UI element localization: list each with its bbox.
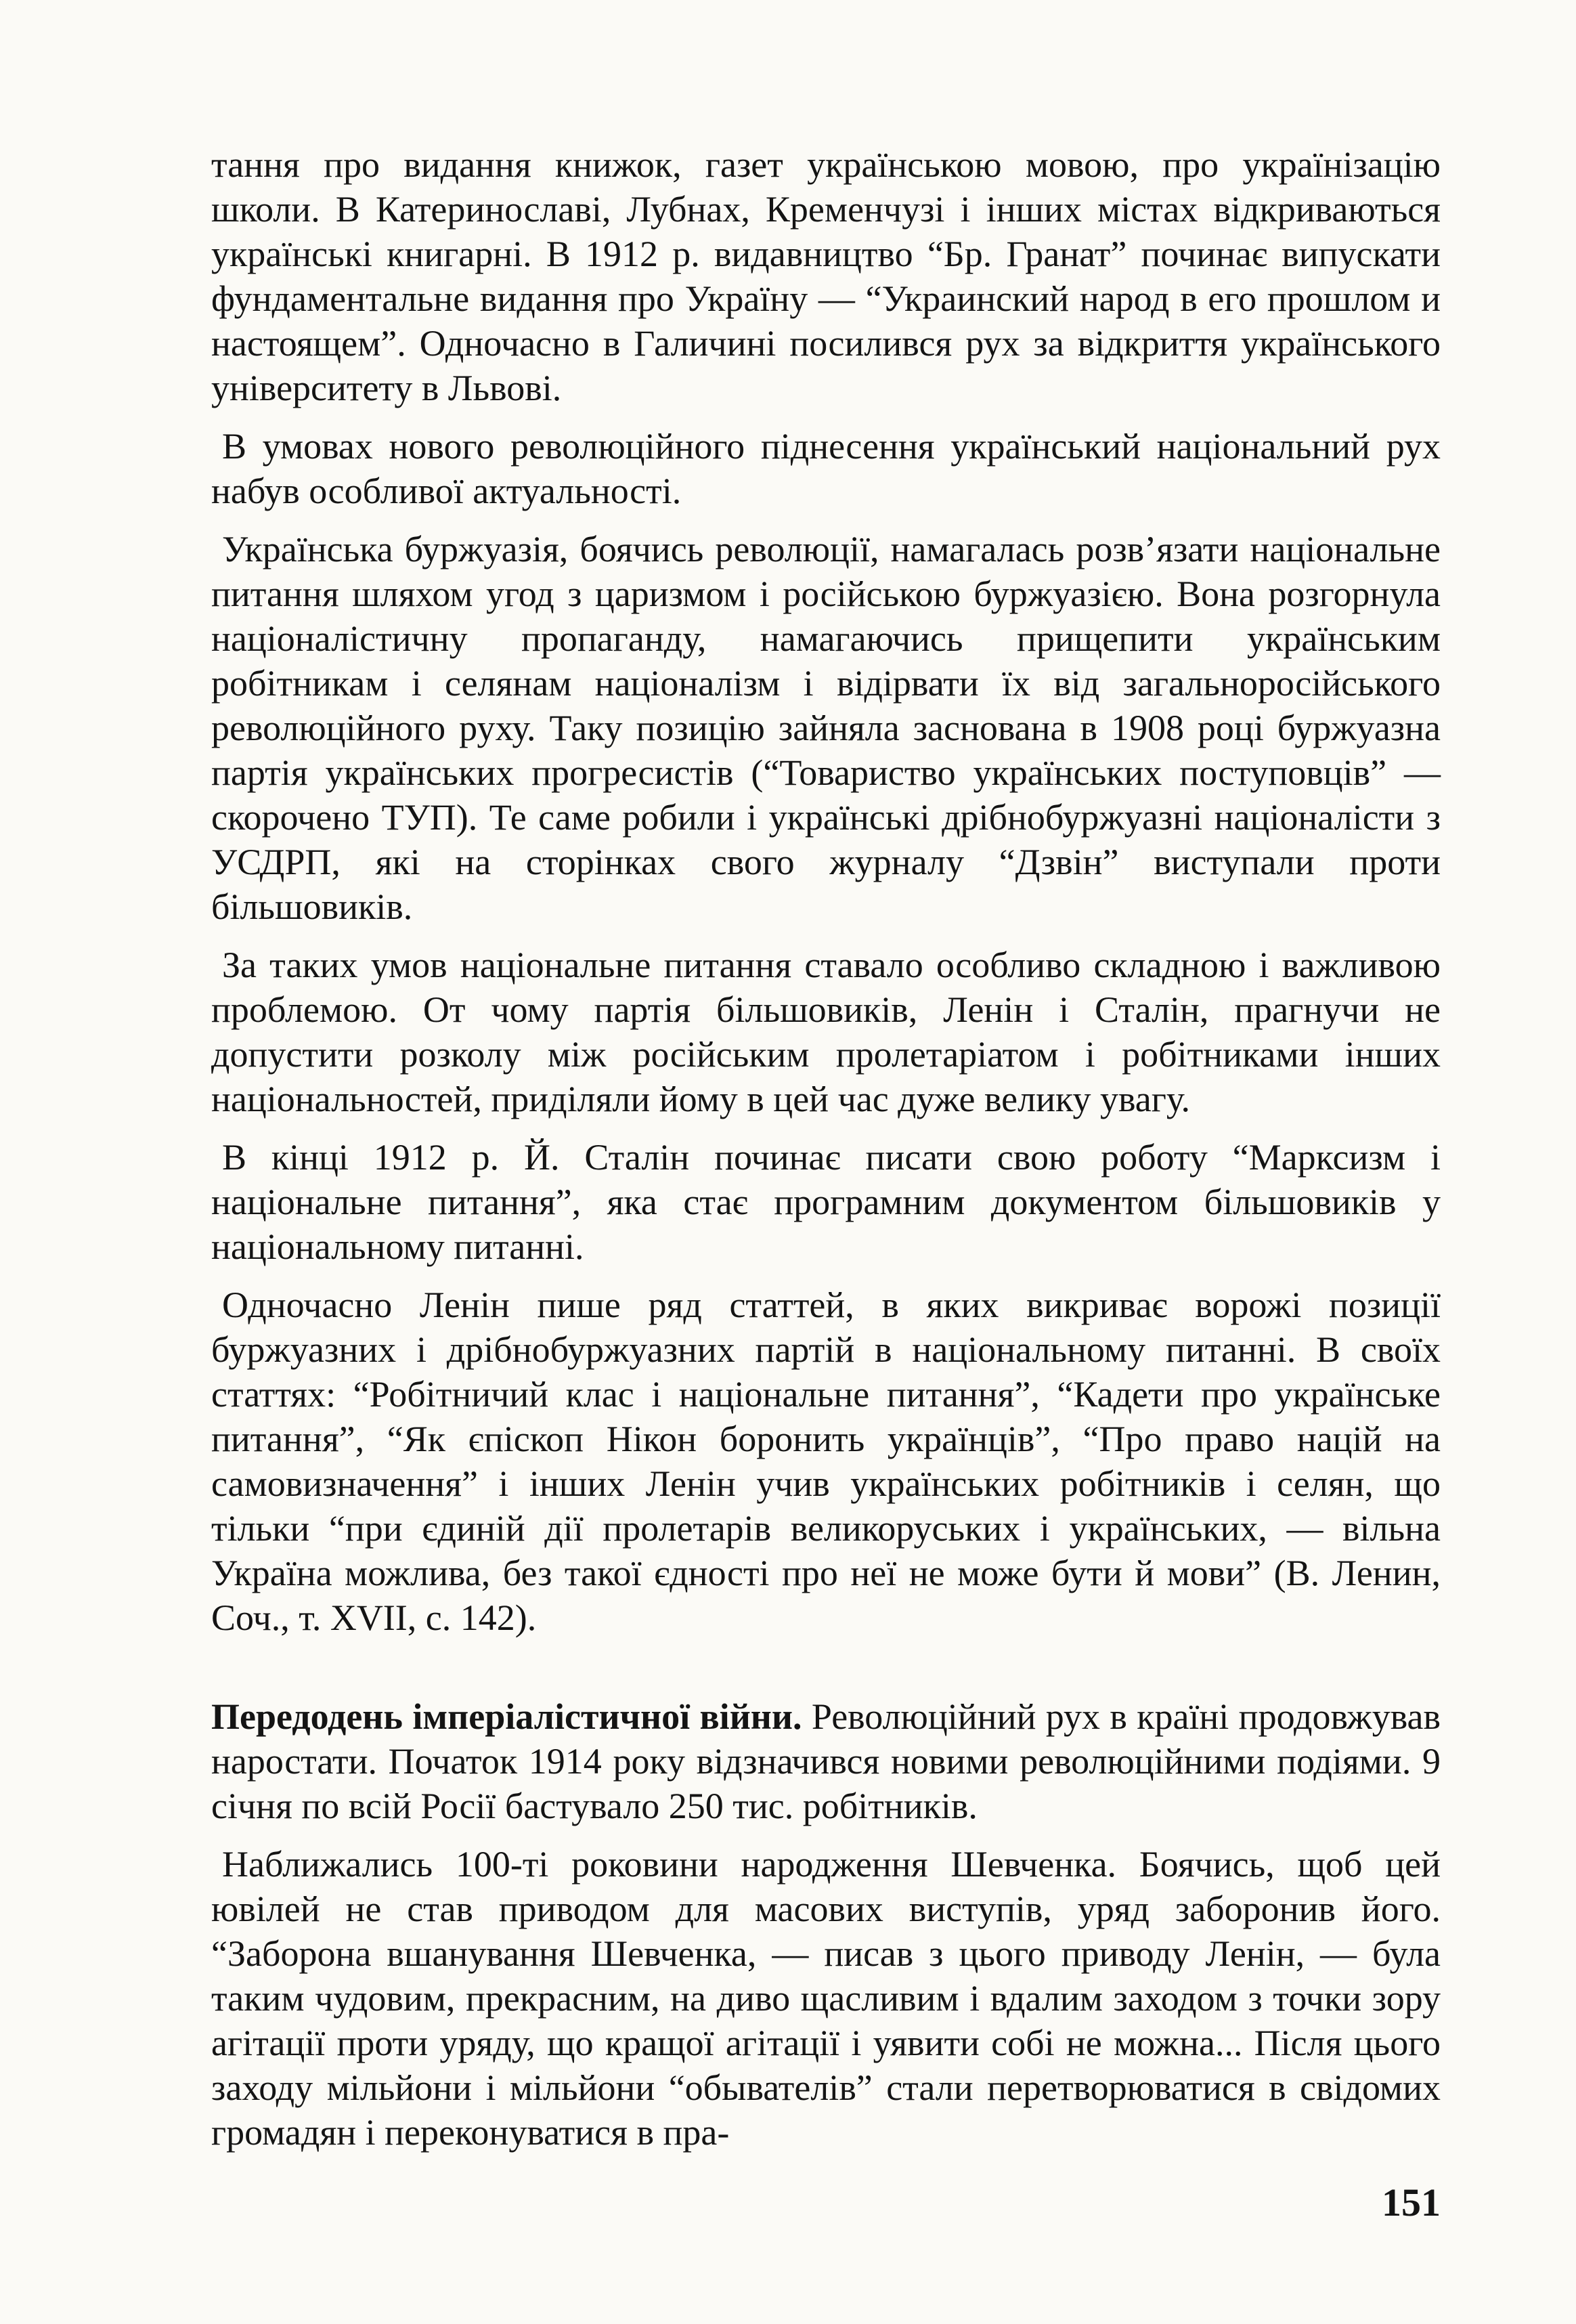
paragraph-7-text: Революційний рух в країні продовжував наростати. Початок 1914 року відзначився новими революційними подіями. 9 січня по всій Росії бастувало 250 тис. робітників. <box>211 1696 1441 1826</box>
paragraph-8 <box>211 1842 1441 2155</box>
paragraph-3-text: Українська буржуазія, боячись революції, намагалась розв’язати національне питання шляхом угод з царизмом і російською буржуазією. Вона розгорнула націоналістичну пропаганду, намагаючись прищепити українським робітникам і селянам націоналізм і відірвати їх від загальноросійського революційного руху. Таку позицію зайняла заснована в 1908 році буржуазна партія українських прогресистів (“Товариство українських поступовців” — скорочено ТУП). Те саме робили і українські дрібнобуржуазні націоналісти з УСДРП, які на сторінках свого журналу “Дзвін” виступали проти більшовиків. <box>211 529 1441 927</box>
paragraph-8-text: Наближались 100-ті роковини народження Шевченка. Боячись, щоб цей ювілей не став приводом для масових виступів, уряд заборонив його. “Заборона вшанування Шевченка, — писав з цього приводу Ленін, — була таким чудовим, прекрасним, на диво щасливим і вдалим заходом з точки зору агітації проти уряду, що кращої агітації і уявити собі не можна... Після цього заходу мільйони і мільйони “обывателів” стали перетворюватися в свідомих громадян і переконуватися в пра- <box>211 1844 1441 2153</box>
paragraph-1-text: тання про видання книжок, газет українською мовою, про українізацію школи. В Катеринославі, Лубнах, Кременчузі і інших містах відкриваються українські книгарні. В 1912 р. видавництво “Бр. Гранат” починає випускати фундаментальне видання про Україну — “Украинский народ в его прошлом и настоящем”. Одночасно в Галичині посилився рух за відкриття українського університету в Львові. <box>211 144 1441 408</box>
paragraph-6-text: Одночасно Ленін пише ряд статтей, в яких викриває ворожі позиції буржуазних і дрібнобуржуазних партій в національному питанні. В своїх статтях: “Робітничий клас і національне питання”, “Кадети про українське питання”, “Як єпіскоп Нікон боронить українців”, “Про право націй на самовизначення” і інших Ленін учив українських робітників і селян, що тільки “при єдиній дії пролетарів великоруських і українських, — вільна Україна можлива, без такої єдності про неї не може бути й мови” (В. Ленин, Соч., т. XVII, с. 142). <box>211 1285 1441 1638</box>
paragraph-4-text: За таких умов національне питання ставало особливо складною і важливою проблемою. От чому партія більшовиків, Ленін і Сталін, прагнучи не допустити розколу між російським пролетаріатом і робітниками інших національностей, приділяли йому в цей час дуже велику увагу. <box>211 945 1441 1119</box>
paragraph-1 <box>211 142 1441 410</box>
paragraph-2 <box>211 424 1441 513</box>
page-number: 151 <box>1382 2180 1441 2224</box>
paragraph-5-text: В кінці 1912 р. Й. Сталін починає писати свою роботу “Марксизм і національне питання”, яка стає програмним документом більшовиків у національному питанні. <box>211 1137 1441 1267</box>
book-page <box>211 142 1441 2268</box>
paragraph-5 <box>211 1135 1441 1269</box>
paragraph-4 <box>211 943 1441 1121</box>
paragraph-2-text: В умовах нового революційного піднесення український національний рух набув особливої актуальності. <box>211 426 1441 511</box>
paragraph-7 <box>211 1694 1441 1828</box>
paragraph-6 <box>211 1283 1441 1640</box>
section-heading: Передодень імперіалістичної війни. <box>211 1696 802 1737</box>
paragraph-3 <box>211 527 1441 929</box>
